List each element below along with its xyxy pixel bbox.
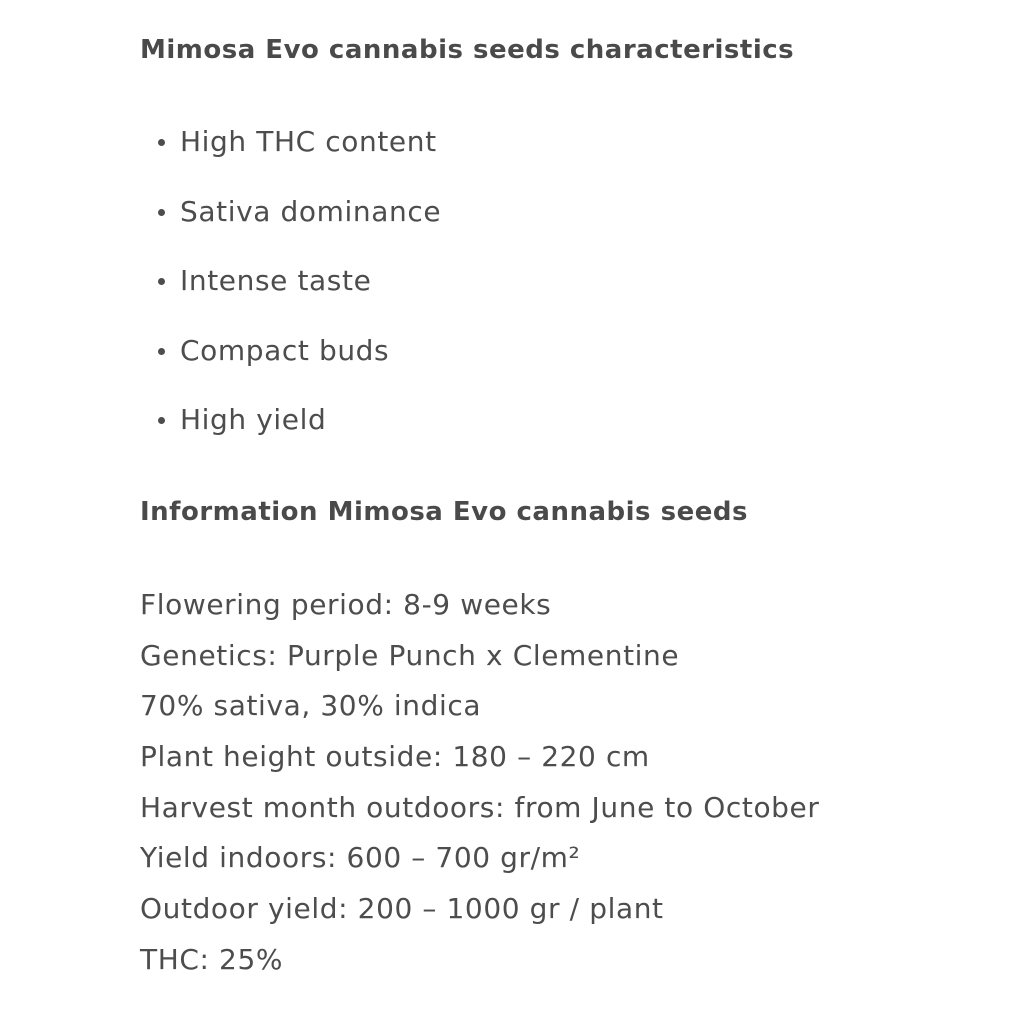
info-flowering-period: Flowering period: 8-9 weeks <box>140 588 552 621</box>
list-item <box>140 176 441 246</box>
bullet-icon <box>158 278 165 285</box>
list-item-text: High yield <box>180 403 327 437</box>
list-item-text: High THC content <box>180 125 437 158</box>
bullet-icon <box>158 348 165 355</box>
information-block <box>140 580 820 986</box>
list-item <box>140 106 441 176</box>
characteristics-list <box>140 106 441 454</box>
list-item-text: Intense taste <box>180 264 372 298</box>
bullet-icon <box>158 417 165 424</box>
list-item <box>140 315 441 385</box>
info-genetics: Genetics: Purple Punch x Clementine <box>140 638 680 672</box>
info-thc: THC: 25% <box>140 942 284 976</box>
characteristics-heading: Mimosa Evo cannabis seeds characteristics <box>140 35 795 65</box>
list-item <box>140 245 441 315</box>
bullet-icon <box>158 209 165 216</box>
list-item-text: Sativa dominance <box>180 194 442 228</box>
info-yield-indoors: Yield indoors: 600 – 700 gr/m² <box>140 841 581 875</box>
bullet-icon <box>158 139 165 146</box>
info-yield-outdoors: Outdoor yield: 200 – 1000 gr / plant <box>140 892 664 926</box>
info-ratio: 70% sativa, 30% indica <box>140 689 482 723</box>
info-plant-height: Plant height outside: 180 – 220 cm <box>140 740 650 774</box>
list-item-text: Compact buds <box>180 333 390 367</box>
list-item <box>140 384 441 454</box>
information-heading: Information Mimosa Evo cannabis seeds <box>140 497 748 527</box>
info-harvest-month: Harvest month outdoors: from June to October <box>140 790 820 824</box>
